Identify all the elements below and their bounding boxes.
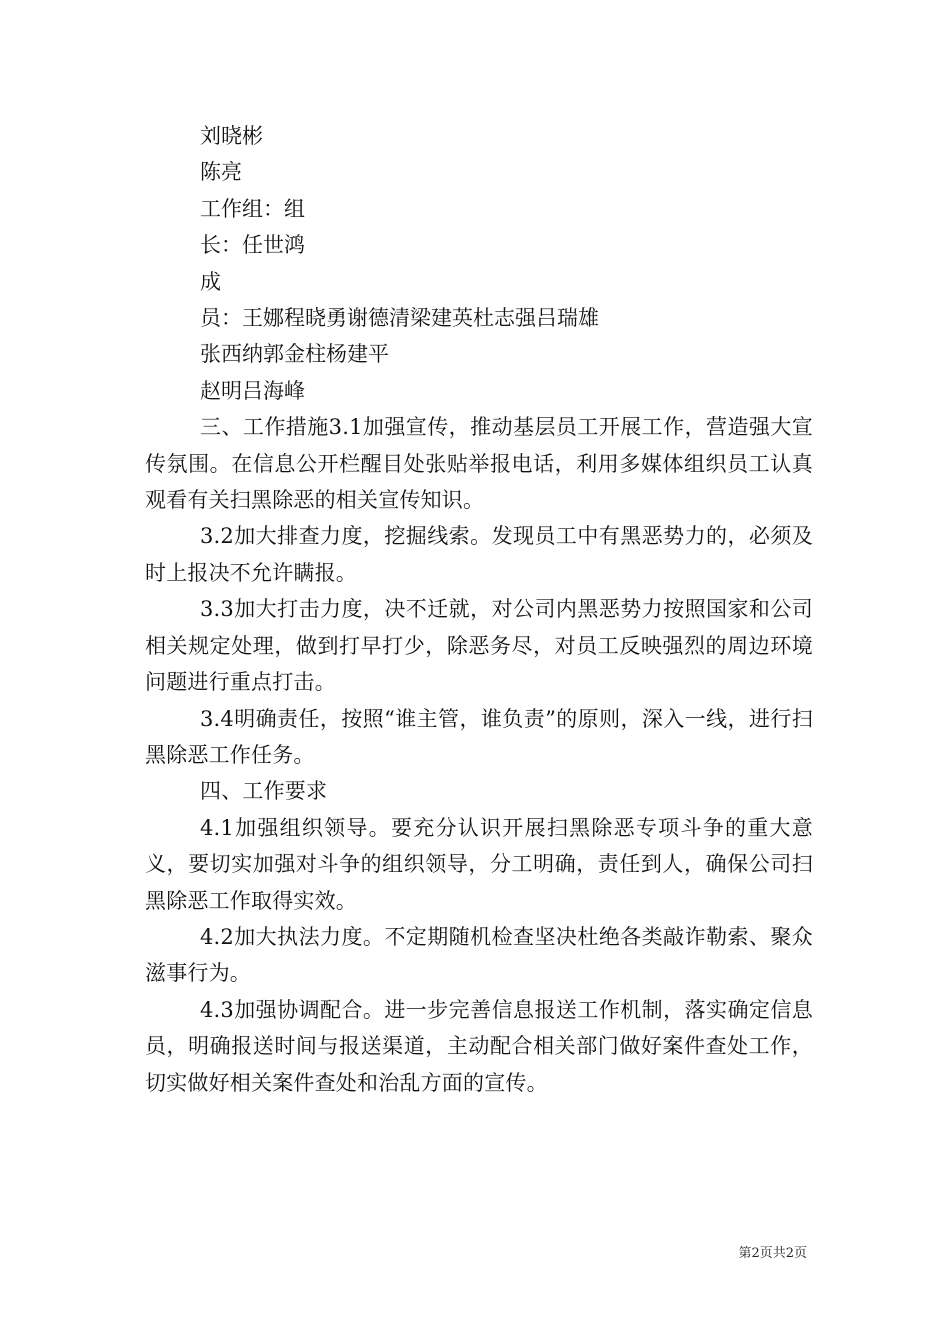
requirements-heading: 四、工作要求 — [200, 779, 328, 804]
measures-paragraph: 三、工作措施3.1加强宣传，推动基层员工开展工作，营造强大宣传氛围。在信息公开栏醒目处张贴举报电话，利用多媒体组织员工认真观看有关扫黑除恶的相关宣传知识。 — [145, 415, 813, 513]
requirements-paragraph: 4.3加强协调配合。进一步完善信息报送工作机制，落实确定信息员，明确报送时间与报送渠道，主动配合相关部门做好案件查处工作，切实做好相关案件查处和治乱方面的宣传。 — [145, 997, 813, 1095]
member-line: 张西纳郭金柱杨建平 — [200, 342, 389, 367]
measures-paragraph: 3.3加大打击力度，决不迁就，对公司内黑恶势力按照国家和公司相关规定处理，做到打早打少，除恶务尽，对员工反映强烈的周边环境问题进行重点打击。 — [145, 597, 813, 695]
member-line: 员：王娜程晓勇谢德清梁建英杜志强吕瑞雄 — [200, 306, 599, 331]
member-line: 成 — [200, 269, 221, 294]
measures-paragraph: 3.2加大排查力度，挖掘线索。发现员工中有黑恶势力的，必须及时上报决不允许瞒报。 — [145, 524, 813, 585]
member-line: 长：任世鸿 — [200, 233, 305, 258]
member-line: 陈亮 — [200, 160, 242, 185]
member-line: 工作组：组 — [200, 196, 305, 221]
requirements-paragraph: 4.2加大执法力度。不定期随机检查坚决杜绝各类敲诈勒索、聚众滋事行为。 — [145, 924, 813, 986]
member-line: 赵明吕海峰 — [200, 378, 305, 403]
measures-paragraph: 3.4明确责任，按照“谁主管，谁负责”的原则，深入一线，进行扫黑除恶工作任务。 — [145, 706, 813, 767]
page-number: 第2页共2页 — [738, 1246, 807, 1261]
member-line: 刘晓彬 — [200, 124, 263, 148]
document-body — [145, 118, 813, 1101]
requirements-paragraph: 4.1加强组织领导。要充分认识开展扫黑除恶专项斗争的重大意义，要切实加强对斗争的组织领导，分工明确，责任到人，确保公司扫黑除恶工作取得实效。 — [145, 815, 813, 913]
